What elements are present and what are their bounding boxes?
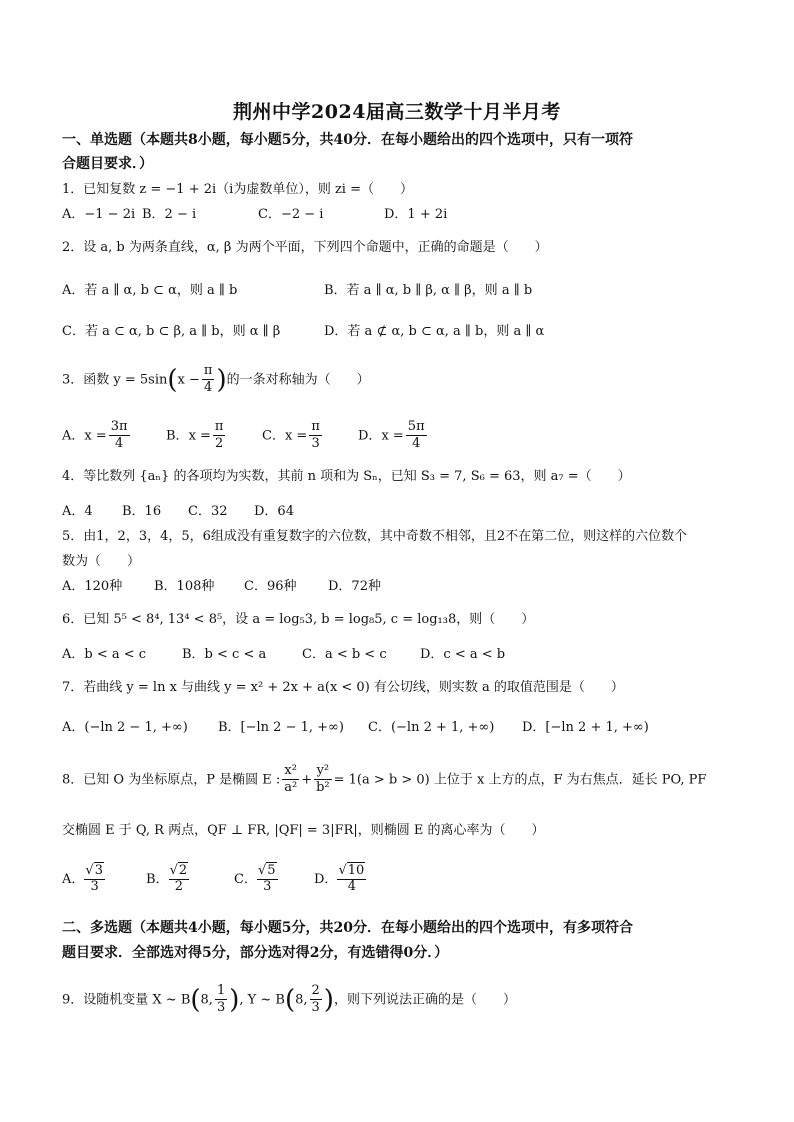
fraction	[406, 420, 427, 452]
sqrt-fraction	[84, 864, 105, 895]
numerator: π	[213, 420, 226, 436]
option-d: D．若 a ⊄ α, b ⊂ α, a ∥ b，则 a ∥ α	[324, 324, 545, 339]
option-c: C．96种	[244, 579, 297, 594]
q9-x-param: 8,	[200, 992, 213, 1008]
denominator: 3	[263, 878, 272, 894]
option-b	[166, 420, 227, 452]
radicand: 2	[178, 863, 188, 878]
option-label: B．	[166, 428, 189, 444]
fraction	[310, 984, 322, 1016]
denominator: 2	[215, 436, 224, 452]
paren-close: )	[229, 984, 240, 1015]
option-label: A．	[62, 871, 85, 887]
question-7-stem: 7．若曲线 y = ln x 与曲线 y = x² + 2x + a(x < 0) 有公切线，则实数 a 的取值范围是（ ）	[62, 680, 624, 695]
paren-open: (	[190, 984, 201, 1015]
q9-y-param: 8,	[295, 992, 308, 1008]
question-3-stem	[62, 364, 370, 396]
option-d: D．[−ln 2 + 1, +∞)	[522, 720, 649, 735]
option-label: C．	[262, 428, 285, 444]
paren-close: )	[323, 984, 334, 1015]
radicand: 10	[347, 863, 365, 878]
numerator: √10	[338, 863, 365, 878]
question-5-stem: 5．由1，2，3，4，5，6组成没有重复数字的六位数，其中奇数不相邻，且2不在第二位，则这样的六位数个	[62, 529, 688, 544]
fraction	[202, 364, 215, 396]
option-a	[62, 420, 132, 452]
fraction	[215, 984, 227, 1016]
option-label: B．	[146, 871, 169, 887]
option-a	[62, 864, 105, 895]
q9-mid: , Y ~ B	[239, 992, 285, 1008]
denominator: 3	[311, 1000, 320, 1016]
option-d: D．64	[254, 504, 294, 519]
denominator: 3	[216, 1000, 226, 1016]
option-lhs: x =	[381, 428, 404, 444]
question-6-stem: 6．已知 5⁵ < 8⁴, 13⁴ < 8⁵，设 a = log₅3, b = log₈5, c = log₁₃8，则（ ）	[62, 612, 535, 627]
denominator: 4	[412, 436, 421, 452]
option-d	[358, 420, 429, 452]
paren-open: (	[167, 364, 178, 395]
fraction	[109, 420, 130, 452]
option-c: C．a < b < c	[302, 647, 387, 662]
option-lhs: x =	[84, 428, 107, 444]
option-c: C．(−ln 2 + 1, +∞)	[368, 720, 495, 735]
option-d	[314, 864, 366, 895]
section-heading-1: 一、单选题（本题共8小题，每小题5分，共40分．在每小题给出的四个选项中，只有一项符	[62, 132, 633, 148]
question-1-stem: 1．已知复数 z = −1 + 2i（i为虚数单位），则 zi =（ ）	[62, 182, 413, 197]
fraction-y	[314, 764, 332, 796]
option-b: B．若 a ∥ α, b ∥ β, α ∥ β，则 a ∥ b	[324, 283, 533, 298]
denominator: 4	[115, 436, 124, 452]
sqrt-fraction	[257, 864, 278, 895]
option-a: A．120种	[62, 579, 123, 594]
paren-open: (	[284, 984, 296, 1015]
question-5-stem-cont: 数为（ ）	[62, 554, 141, 569]
numerator: √5	[257, 863, 276, 878]
sqrt-fraction	[169, 864, 190, 895]
radicand: 3	[94, 863, 103, 878]
numerator: 2	[310, 984, 322, 1000]
numerator: √2	[169, 863, 188, 878]
option-label: A．	[62, 428, 85, 444]
q9-prefix: 9．设随机变量 X ~ B	[62, 992, 191, 1008]
option-c: C．−2 − i	[258, 207, 324, 222]
section-heading-2: 二、多选题（本题共4小题，每小题5分，共20分．在每小题给出的四个选项中，有多项符合	[62, 920, 633, 936]
numerator: 3π	[109, 420, 130, 436]
question-8-stem: 8．已知 O 为坐标原点，P 是椭圆 E : $\frac{\text{x²}}{\text{a²}}$ + $\frac{\text{y²}}{\text{b²}}$ = 1(a > b > 0) 上位于 x 上方的点，F 为右焦点．延长 PO, PF	[62, 763, 707, 796]
option-d: D．72种	[328, 579, 381, 594]
option-b: B．[−ln 2 − 1, +∞)	[218, 720, 344, 735]
fraction	[213, 420, 226, 452]
option-a: A．若 a ∥ α, b ⊂ α，则 a ∥ b	[62, 283, 238, 298]
option-label: D．	[358, 428, 382, 444]
option-b	[146, 864, 189, 895]
numerator: π	[309, 420, 322, 436]
denominator: 2	[174, 878, 183, 894]
numerator: π	[202, 364, 215, 380]
question-2-stem: 2．设 a, b 为两条直线，α, β 为两个平面，下列四个命题中，正确的命题是（ ）	[62, 240, 548, 255]
option-b: B．2 − i	[142, 207, 197, 222]
option-d: D．1 + 2i	[384, 207, 448, 222]
q8-prefix: 8．已知 O 为坐标原点，P 是椭圆 E :	[62, 772, 281, 788]
paren-close: )	[216, 364, 227, 395]
numerator: 5π	[406, 420, 427, 436]
option-b: B．16	[122, 504, 162, 519]
radicand: 5	[267, 863, 276, 878]
option-a: A．b < a < c	[62, 647, 147, 662]
denominator: b²	[316, 780, 330, 796]
denominator: 3	[311, 436, 320, 452]
section-heading-2-cont: 题目要求．全部选对得5分，部分选对得2分，有选错得0分．）	[62, 945, 449, 961]
option-label: C．	[234, 871, 257, 887]
denominator: 4	[204, 380, 213, 396]
option-lhs: x =	[284, 428, 308, 444]
option-c: C．32	[188, 504, 228, 519]
fraction-x	[282, 764, 299, 796]
numerator: x²	[282, 764, 299, 780]
question-9-stem	[62, 984, 516, 1016]
q3-suffix: 的一条对称轴为（ ）	[226, 372, 370, 388]
option-b: B．b < c < a	[182, 647, 267, 662]
q3-arg: x −	[177, 372, 200, 388]
denominator: a²	[284, 780, 298, 796]
question-8-stem-cont: 交椭圆 E 于 Q, R 两点，QF ⊥ FR, |QF| = 3|FR|，则椭圆 E 的离心率为（ ）	[62, 823, 545, 838]
page-title: 荆州中学2024届高三数学十月半月考	[233, 101, 561, 123]
option-c: C．若 a ⊂ α, b ⊂ β, a ∥ b，则 α ∥ β	[62, 324, 281, 339]
option-a: A．(−ln 2 − 1, +∞)	[62, 720, 188, 735]
option-a: A．4	[62, 504, 93, 519]
q8-suffix: = 1(a > b > 0) 上位于 x 上方的点，F 为右焦点．延长 PO, PF	[333, 772, 707, 788]
q3-prefix: 3．函数 y = 5sin	[62, 372, 168, 388]
fraction	[309, 420, 322, 452]
option-c	[262, 420, 324, 452]
question-4-stem: 4．等比数列 {aₙ} 的各项均为实数，其前 n 项和为 Sₙ，已知 S₃ = 7, S₆ = 63，则 a₇ =（ ）	[62, 469, 631, 484]
option-d: D．c < a < b	[420, 647, 506, 662]
option-a: A．−1 − 2i	[62, 207, 136, 222]
sqrt-fraction	[337, 864, 366, 895]
denominator: 4	[347, 878, 356, 894]
section-heading-1-cont: 合题目要求．）	[62, 156, 153, 172]
numerator: 1	[215, 984, 227, 1000]
q9-suffix: ，则下列说法正确的是（ ）	[333, 992, 516, 1008]
option-c	[234, 864, 278, 895]
option-b: B．108种	[154, 579, 215, 594]
numerator: √3	[85, 863, 103, 878]
option-lhs: x =	[188, 428, 211, 444]
denominator: 3	[90, 878, 99, 894]
numerator: y²	[314, 764, 332, 780]
option-label: D．	[314, 871, 338, 887]
